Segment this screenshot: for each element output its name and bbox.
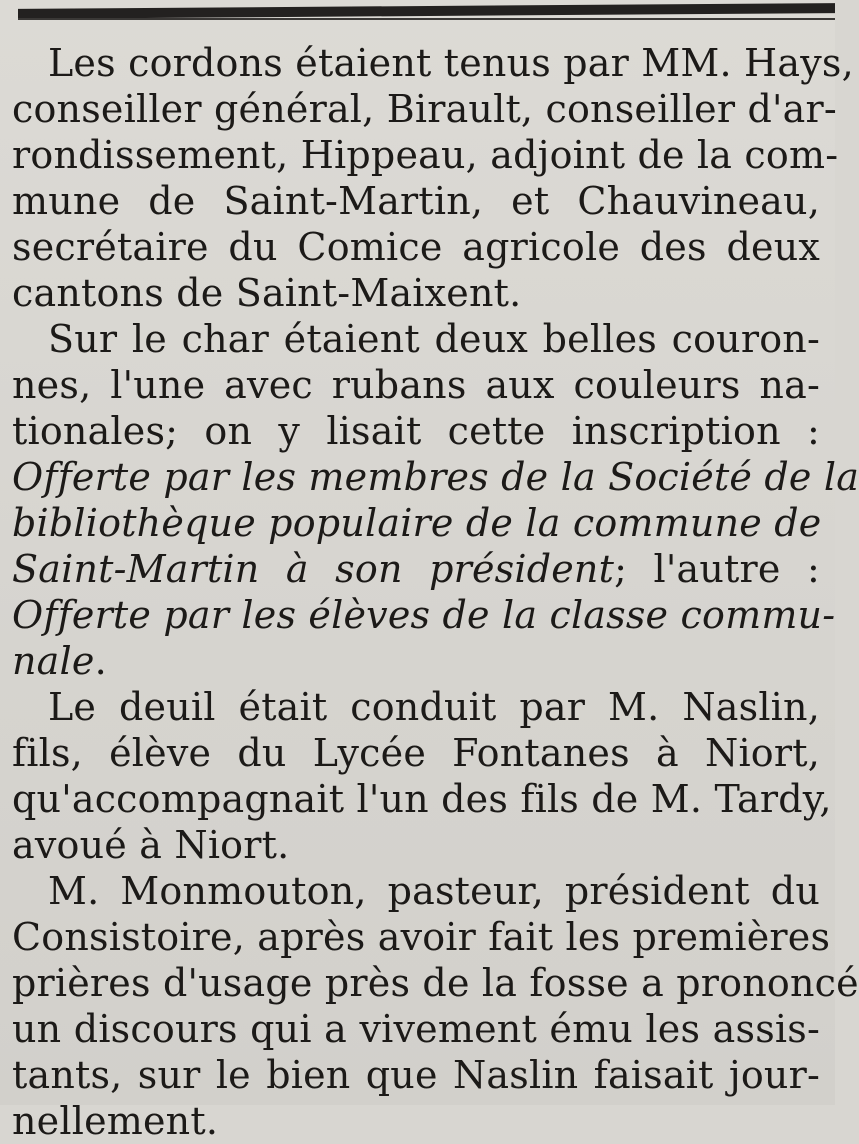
text-line bbox=[12, 960, 859, 1006]
text-segment: tants, sur le bien que Naslin faisait jour- bbox=[12, 1053, 820, 1097]
text-segment: qu'accompagnait l'un des fils de M. Tardy, bbox=[12, 777, 832, 821]
text-line bbox=[12, 500, 820, 546]
thick-rule bbox=[18, 3, 835, 19]
column-top-rule bbox=[18, 0, 835, 22]
text-segment: ; l'autre : bbox=[614, 547, 820, 591]
text-line bbox=[12, 684, 820, 730]
text-line bbox=[12, 224, 820, 270]
italic-text: bibliothèque populaire de la commune de bbox=[12, 501, 822, 545]
text-segment: un discours qui a vivement ému les assis- bbox=[12, 1007, 820, 1051]
text-segment: nellement. bbox=[12, 1099, 219, 1143]
text-segment: nes, l'une avec rubans aux couleurs na- bbox=[12, 363, 820, 407]
text-segment: secrétaire du Comice agricole des deux bbox=[12, 225, 820, 269]
italic-text: Offerte par les élèves de la classe commu- bbox=[12, 593, 836, 637]
text-line bbox=[12, 868, 820, 914]
text-segment: mune de Saint-Martin, et Chauvineau, bbox=[12, 179, 820, 223]
text-segment: Consistoire, après avoir fait les premières bbox=[12, 915, 831, 959]
text-line bbox=[12, 40, 854, 86]
article-body bbox=[12, 40, 859, 1144]
text-line bbox=[12, 730, 820, 776]
text-line bbox=[12, 1006, 820, 1052]
text-line bbox=[12, 454, 859, 500]
text-segment: Les cordons étaient tenus par MM. Hays, bbox=[48, 41, 854, 85]
italic-text: nale bbox=[12, 639, 95, 683]
text-line bbox=[12, 316, 820, 362]
article-paragraph bbox=[12, 868, 859, 1144]
article-paragraph bbox=[12, 316, 859, 684]
text-segment: . bbox=[94, 639, 107, 683]
text-line bbox=[12, 178, 820, 224]
text-line bbox=[12, 86, 837, 132]
text-segment: conseiller général, Birault, conseiller d'ar- bbox=[12, 87, 837, 131]
text-line bbox=[12, 638, 820, 684]
text-line bbox=[12, 776, 832, 822]
italic-text: Offerte par les membres de la Société de la bbox=[12, 455, 859, 499]
text-line bbox=[12, 132, 839, 178]
text-line bbox=[12, 822, 820, 868]
text-segment: tionales; on y lisait cette inscription : bbox=[12, 409, 820, 453]
text-line bbox=[12, 546, 820, 592]
text-line bbox=[12, 270, 820, 316]
text-line bbox=[12, 362, 820, 408]
text-line bbox=[12, 914, 831, 960]
text-segment: fils, élève du Lycée Fontanes à Niort, bbox=[12, 731, 820, 775]
text-segment: M. Monmouton, pasteur, président du bbox=[48, 869, 820, 913]
text-segment: avoué à Niort. bbox=[12, 823, 290, 867]
article-paragraph bbox=[12, 40, 854, 316]
text-segment: prières d'usage près de la fosse a prononcé bbox=[12, 961, 859, 1005]
text-segment: Le deuil était conduit par M. Naslin, bbox=[48, 685, 820, 729]
text-segment: Sur le char étaient deux belles couron- bbox=[48, 317, 820, 361]
text-line bbox=[12, 408, 820, 454]
text-line bbox=[12, 1052, 820, 1098]
text-line bbox=[12, 1098, 820, 1144]
text-segment: rondissement, Hippeau, adjoint de la com- bbox=[12, 133, 839, 177]
thin-rule bbox=[18, 18, 835, 20]
text-segment: cantons de Saint-Maixent. bbox=[12, 271, 522, 315]
article-paragraph bbox=[12, 684, 832, 868]
text-line bbox=[12, 592, 836, 638]
italic-text: Saint-Martin à son président bbox=[12, 547, 615, 591]
